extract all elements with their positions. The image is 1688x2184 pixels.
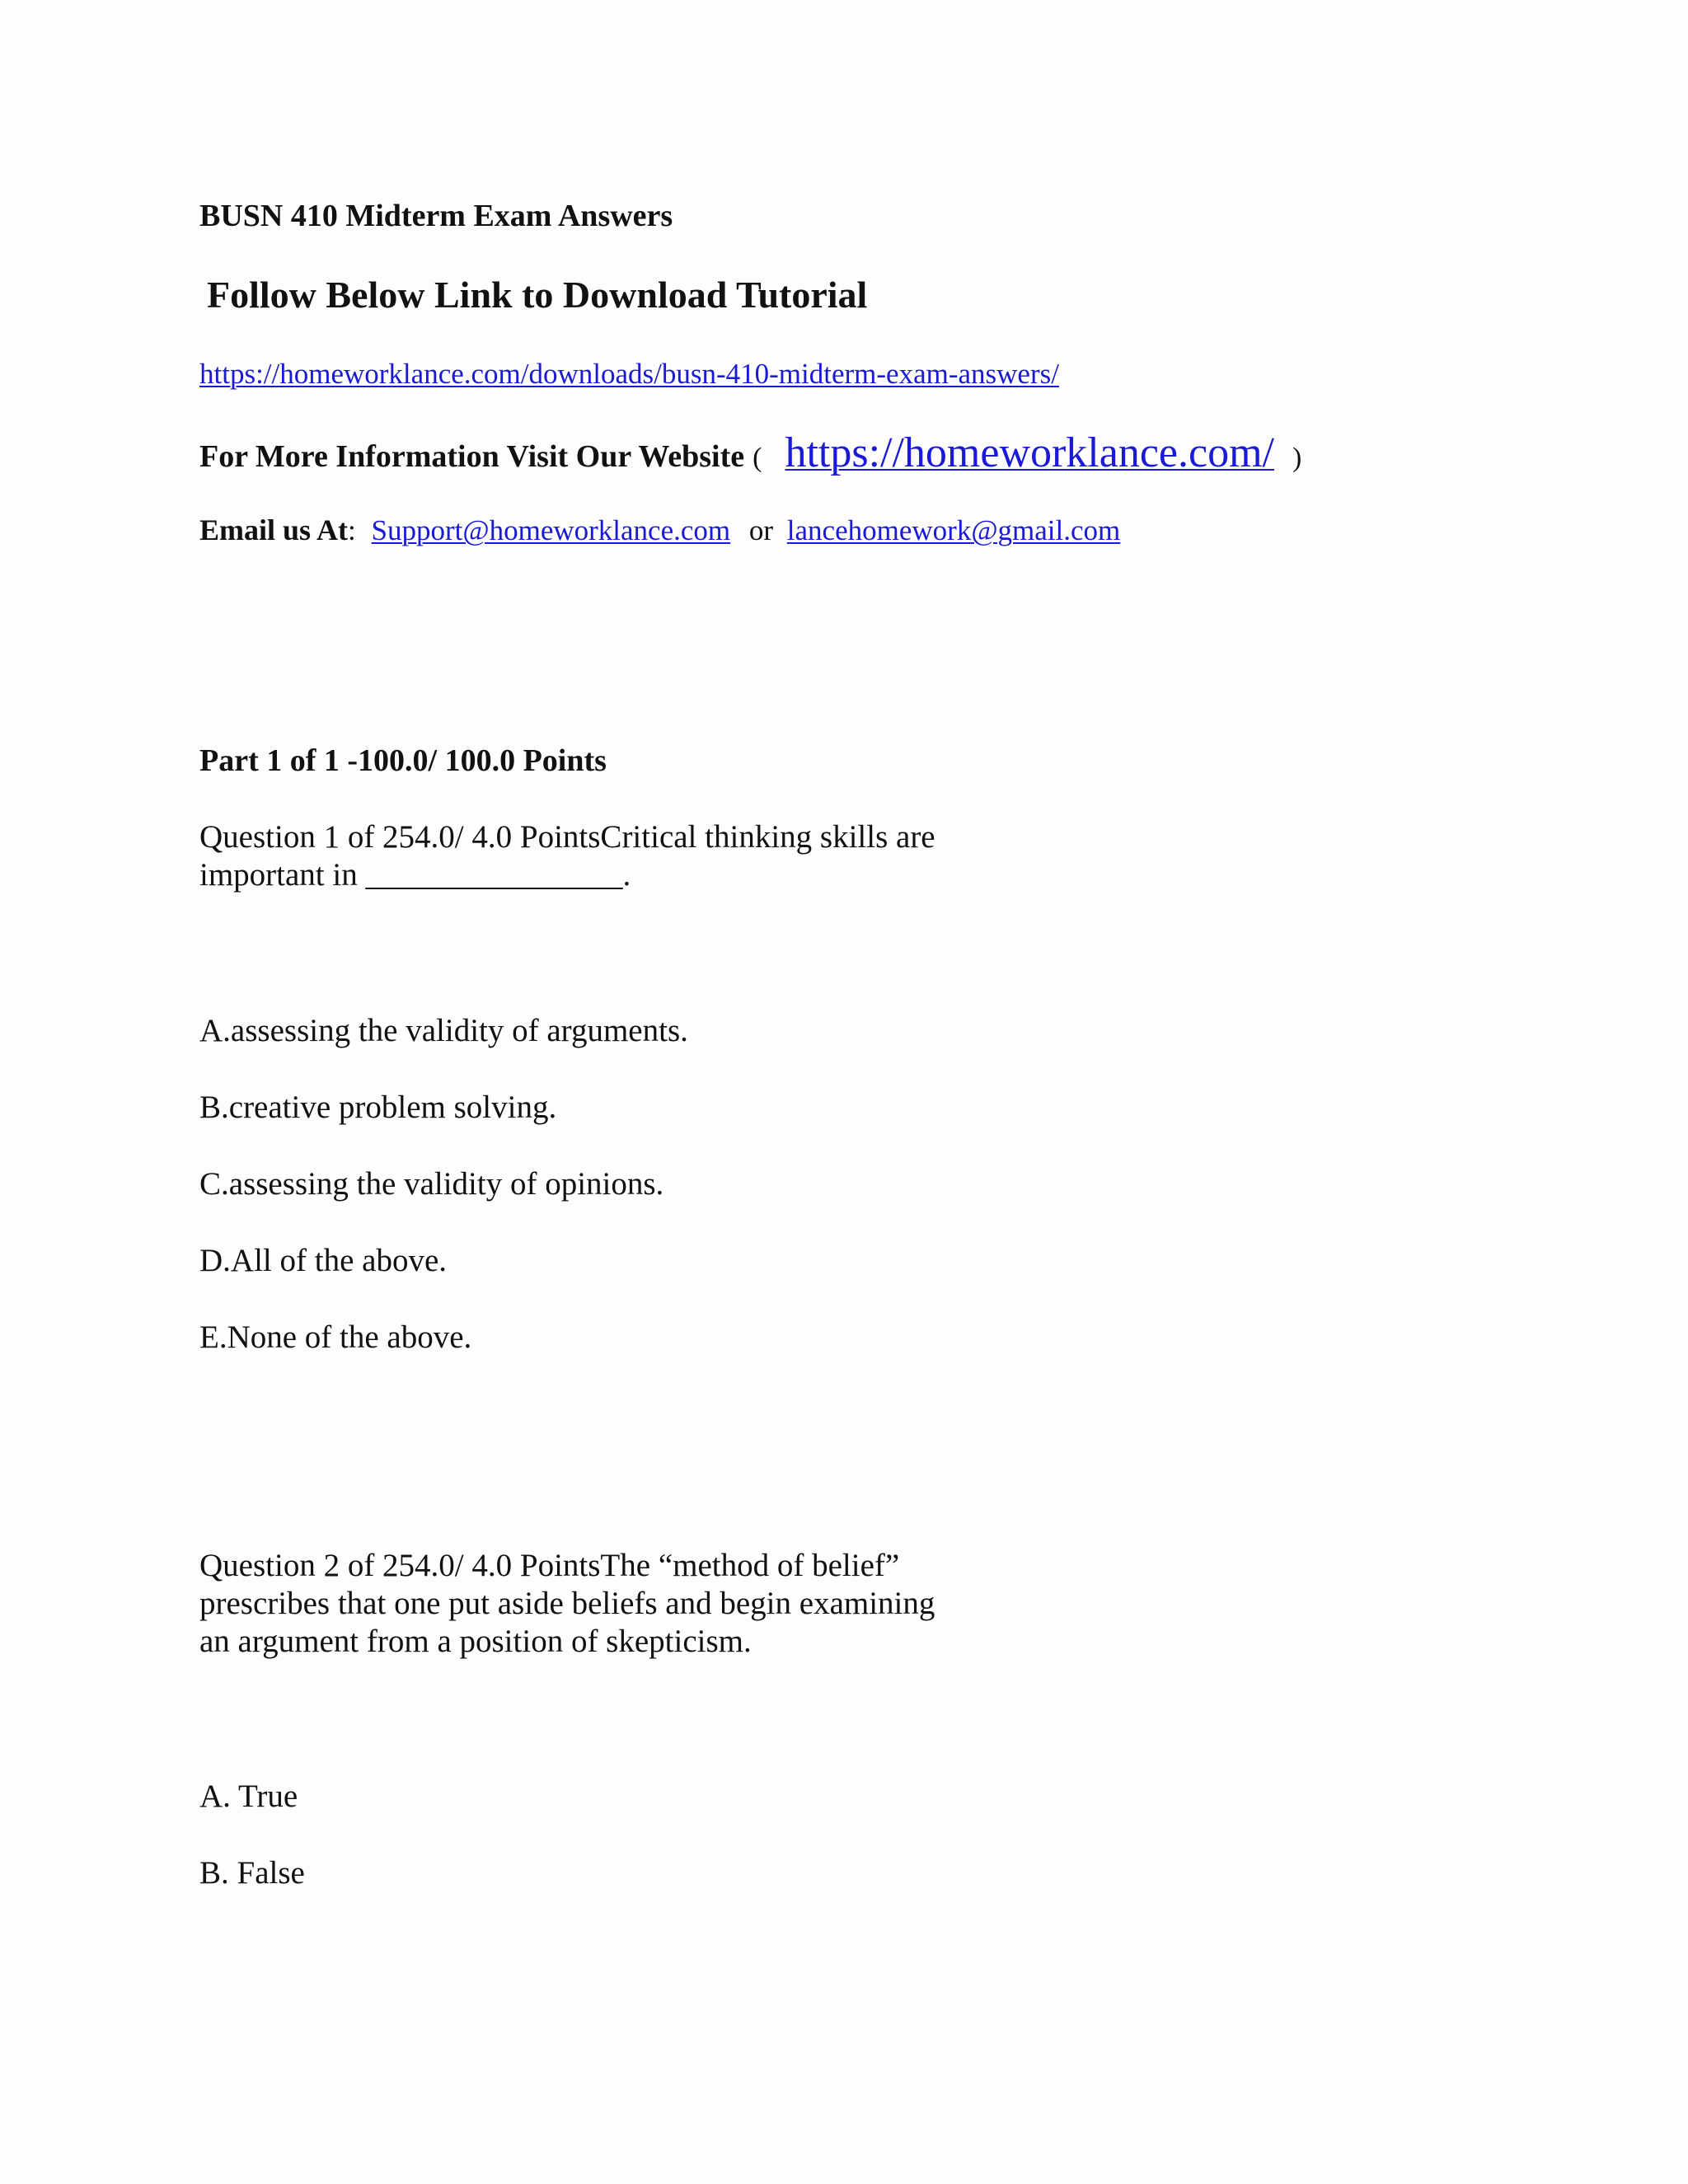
support-email-link[interactable]: Support@homeworklance.com [371, 514, 731, 546]
close-paren: ) [1292, 443, 1302, 473]
email-line [199, 513, 1120, 547]
question-1-option-e: E.None of the above. [199, 1319, 472, 1355]
website-info-line [199, 429, 1301, 477]
secondary-email-link[interactable]: lancehomework@gmail.com [786, 514, 1121, 546]
part-heading: Part 1 of 1 -100.0/ 100.0 Points [199, 743, 607, 778]
email-label: Email us At [199, 513, 349, 546]
question-2-text: Question 2 of 254.0/ 4.0 PointsThe “method of belief” prescribes that one put aside beliefs and begin examining an argument from a position of skepticism. [199, 1548, 935, 1659]
download-heading: Follow Below Link to Download Tutorial [207, 274, 868, 316]
question-2-option-b: B. False [199, 1855, 305, 1891]
website-link[interactable]: https://homeworklance.com/ [785, 429, 1274, 476]
download-link[interactable]: https://homeworklance.com/downloads/busn-410-midterm-exam-answers/ [199, 358, 1059, 390]
question-1-option-b: B.creative problem solving. [199, 1090, 557, 1125]
question-1-option-d: D.All of the above. [199, 1243, 448, 1278]
question-1-option-c: C.assessing the validity of opinions. [199, 1166, 664, 1202]
website-info-label: For More Information Visit Our Website [199, 439, 745, 474]
question-2-option-a: A. True [199, 1779, 298, 1814]
question-1-text: Question 1 of 254.0/ 4.0 PointsCritical thinking skills are important in ________________. [199, 819, 935, 893]
email-or: or [748, 514, 774, 546]
document-title: BUSN 410 Midterm Exam Answers [199, 199, 673, 233]
email-colon: : [348, 514, 356, 546]
open-paren: ( [753, 443, 762, 473]
question-1-option-a: A.assessing the validity of arguments. [199, 1013, 688, 1048]
